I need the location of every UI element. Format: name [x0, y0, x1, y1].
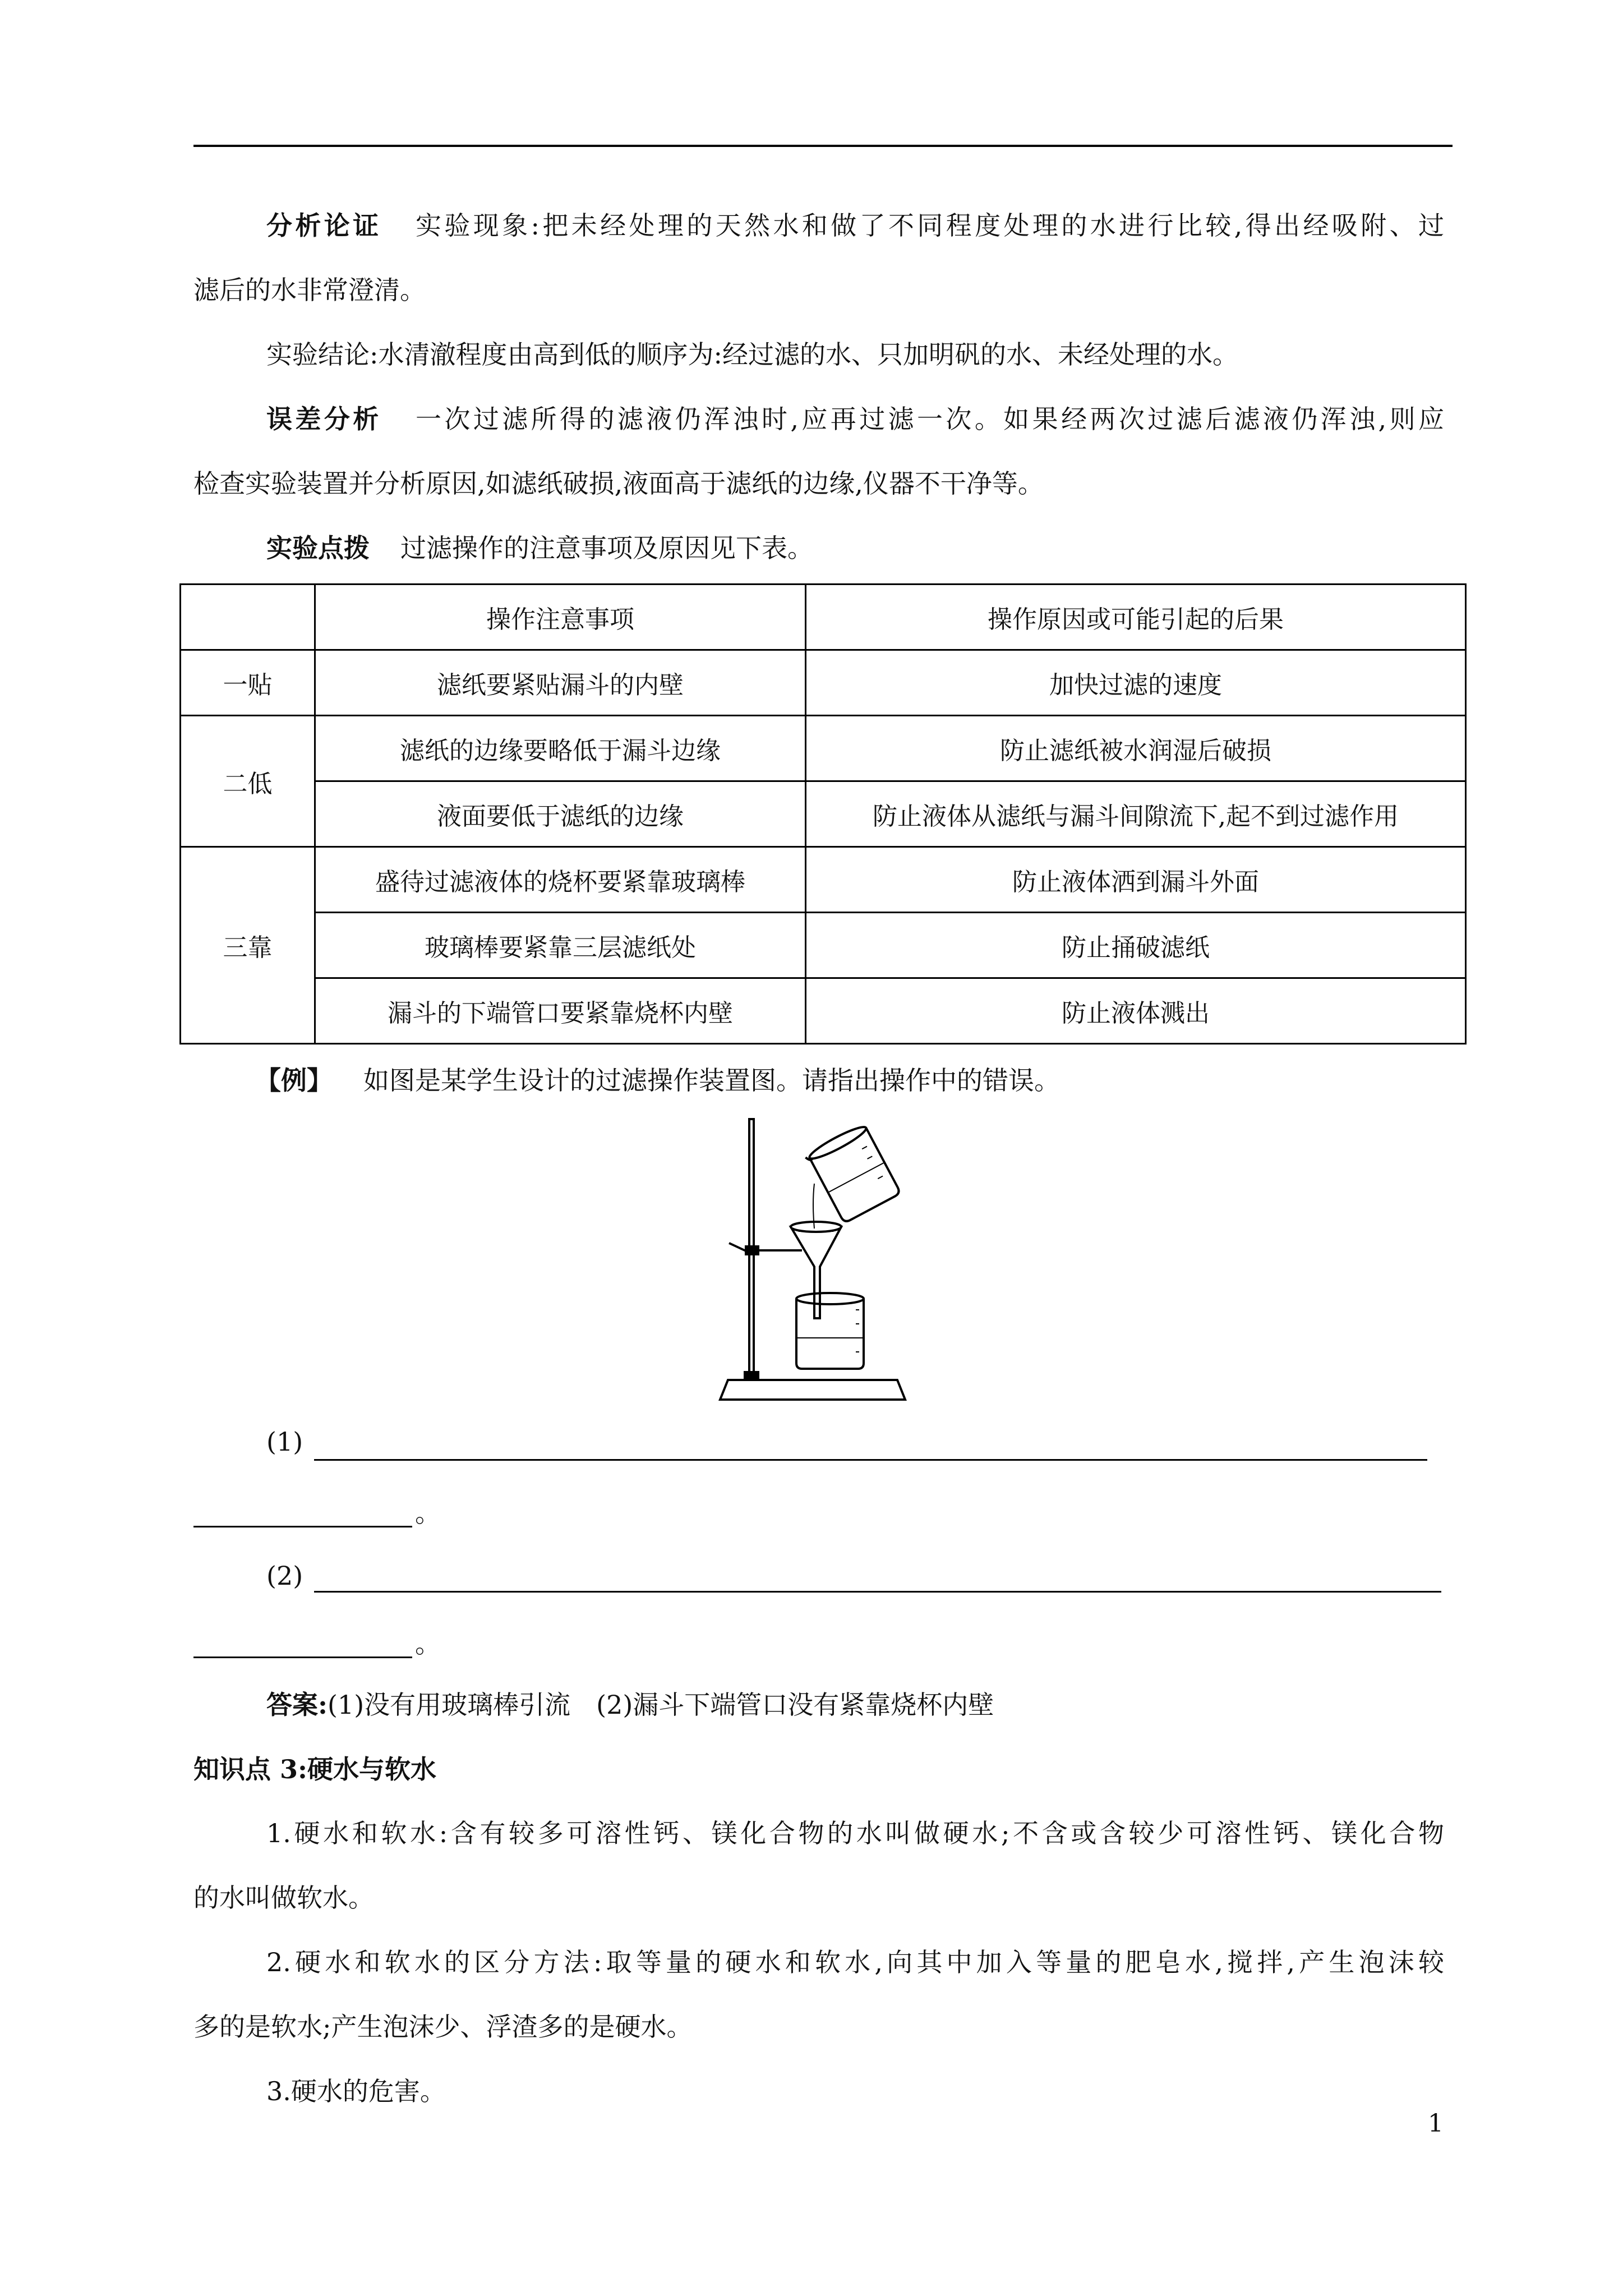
col-header-note: 操作注意事项 — [315, 585, 806, 650]
error-analysis-line-1: 误差分析 一次过滤所得的滤液仍浑浊时,应再过滤一次。如果经两次过滤后滤液仍浑浊,则应 — [266, 404, 1445, 434]
liquid-stream — [813, 1184, 814, 1228]
error-analysis-heading: 误差分析 — [266, 404, 382, 434]
table-header-row — [181, 585, 1466, 650]
blank-2-label: (2) — [266, 1561, 303, 1591]
example-line — [255, 1064, 1060, 1097]
stand-base — [720, 1380, 905, 1400]
analysis-line-2: 滤后的水非常澄清。 — [193, 275, 426, 305]
table-row — [181, 716, 1466, 781]
note-cell: 盛待过滤液体的烧杯要紧靠玻璃棒 — [315, 847, 806, 913]
kp3-p1-line-1: 1.硬水和软水:含有较多可溶性钙、镁化合物的水叫做硬水;不含或含较少可溶性钙、镁化合物 — [266, 1818, 1444, 1848]
table-row — [181, 913, 1466, 978]
analysis-line-1: 分析论证 实验现象:把未经处理的天然水和做了不同程度处理的水进行比较,得出经吸附、过 — [266, 210, 1445, 241]
note-cell: 液面要低于滤纸的边缘 — [315, 781, 806, 847]
reason-cell: 防止滤纸被水润湿后破损 — [806, 716, 1466, 781]
filtration-notes-table — [179, 583, 1467, 1045]
group-label: 一贴 — [181, 650, 315, 716]
reason-cell: 加快过滤的速度 — [806, 650, 1466, 716]
clamp — [746, 1246, 758, 1254]
header-rule — [193, 145, 1453, 147]
note-cell: 漏斗的下端管口要紧靠烧杯内壁 — [315, 978, 806, 1044]
table-row — [181, 847, 1466, 913]
blank-1-line-a[interactable] — [314, 1459, 1427, 1461]
tips-heading: 实验点拨 — [266, 533, 370, 563]
reason-cell: 防止液体洒到漏斗外面 — [806, 847, 1466, 913]
filtration-apparatus-figure — [712, 1116, 909, 1408]
analysis-heading: 分析论证 — [266, 210, 382, 241]
blank-1-line-b[interactable] — [193, 1526, 412, 1527]
reason-cell: 防止捅破滤纸 — [806, 913, 1466, 978]
reason-cell: 防止液体从滤纸与漏斗间隙流下,起不到过滤作用 — [806, 781, 1466, 847]
analysis-conclusion: 实验结论:水清澈程度由高到低的顺序为:经过滤的水、只加明矾的水、未经处理的水。 — [266, 339, 1238, 370]
table-row — [181, 978, 1466, 1044]
example-tag: 【例】 — [255, 1065, 333, 1096]
table-corner-cell — [181, 585, 315, 650]
blank-2-line-b[interactable] — [193, 1657, 412, 1658]
page-number: 1 — [1428, 2109, 1444, 2138]
receiving-beaker — [796, 1299, 864, 1369]
tips-line: 实验点拨 过滤操作的注意事项及原因见下表。 — [266, 533, 813, 563]
blank-2-period: 。 — [415, 1628, 441, 1659]
blank-1-label: (1) — [266, 1427, 303, 1457]
answer-text: (1)没有用玻璃棒引流 (2)漏斗下端管口没有紧靠烧杯内壁 — [327, 1690, 994, 1720]
kp3-p1-line-2: 的水叫做软水。 — [193, 1883, 374, 1913]
kp3-p3: 3.硬水的危害。 — [266, 2076, 446, 2106]
blank-1-period: 。 — [415, 1498, 441, 1528]
kp3-title: 知识点 3:硬水与软水 — [193, 1754, 437, 1784]
table-row — [181, 650, 1466, 716]
answer-label: 答案: — [266, 1690, 328, 1720]
example-question: 如图是某学生设计的过滤操作装置图。请指出操作中的错误。 — [363, 1065, 1060, 1096]
reason-cell: 防止液体溅出 — [806, 978, 1466, 1044]
note-cell: 滤纸要紧贴漏斗的内壁 — [315, 650, 806, 716]
pouring-beaker — [804, 1123, 901, 1225]
table-row — [181, 781, 1466, 847]
group-label: 三靠 — [181, 847, 315, 1044]
kp3-p2-line-1: 2.硬水和软水的区分方法:取等量的硬水和软水,向其中加入等量的肥皂水,搅拌,产生泡沫较 — [266, 1947, 1444, 1977]
note-cell: 玻璃棒要紧靠三层滤纸处 — [315, 913, 806, 978]
note-cell: 滤纸的边缘要略低于漏斗边缘 — [315, 716, 806, 781]
kp3-p2-line-2: 多的是软水;产生泡沫少、浮渣多的是硬水。 — [193, 2012, 693, 2042]
error-analysis-line-2: 检查实验装置并分析原因,如滤纸破损,液面高于滤纸的边缘,仪器不干净等。 — [193, 468, 1044, 499]
group-label: 二低 — [181, 716, 315, 847]
blank-2-line-a[interactable] — [314, 1591, 1441, 1593]
answer-line — [266, 1688, 994, 1722]
col-header-reason: 操作原因或可能引起的后果 — [806, 585, 1466, 650]
